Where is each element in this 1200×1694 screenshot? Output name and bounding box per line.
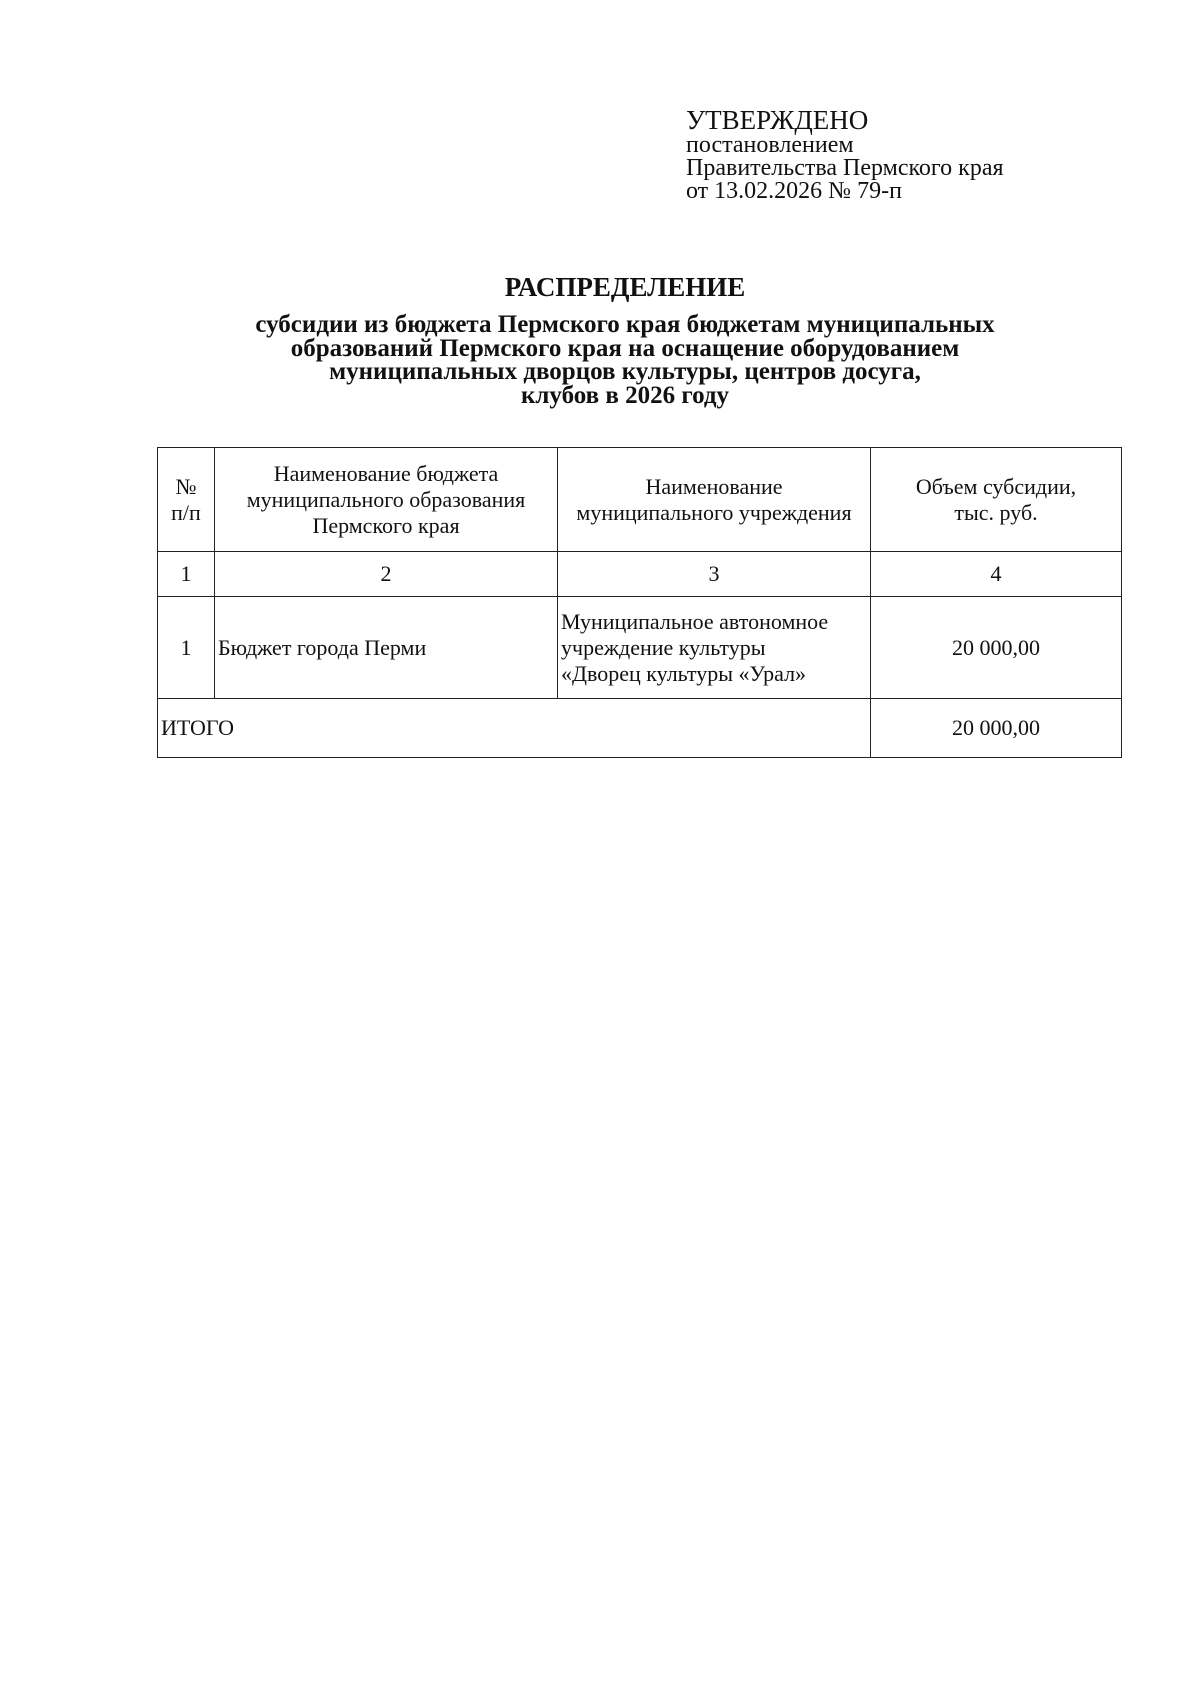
approval-title: УТВЕРЖДЕНО (686, 105, 869, 135)
total-row (158, 699, 1122, 758)
row-institution-line: Муниципальное автономное (561, 608, 829, 634)
row-budget: Бюджет города Перми (215, 597, 558, 699)
header-budget-line: Пермского края (312, 512, 460, 538)
column-number: 2 (215, 552, 558, 597)
header-amount (871, 448, 1122, 552)
header-budget (215, 448, 558, 552)
column-number: 1 (158, 552, 215, 597)
header-budget-line: муниципального образования (246, 486, 526, 512)
approval-line-2: Правительства Пермского края (686, 155, 1004, 181)
document-subtitle (150, 313, 1100, 407)
column-number-row (158, 552, 1122, 597)
subtitle-line: субсидии из бюджета Пермского края бюджетам муниципальных (255, 311, 995, 338)
row-institution-line: учреждение культуры (561, 634, 766, 660)
header-budget-line: Наименование бюджета (273, 460, 499, 486)
subtitle-line: муниципальных дворцов культуры, центров досуга, (329, 358, 921, 385)
approval-line-1: постановлением (686, 132, 854, 158)
approval-stamp (686, 106, 1004, 203)
header-num (158, 448, 215, 552)
header-row (158, 448, 1122, 552)
row-institution-line: «Дворец культуры «Урал» (561, 660, 807, 686)
approval-line-3: от 13.02.2026 № 79-п (686, 178, 902, 204)
document-title: РАСПРЕДЕЛЕНИЕ (504, 272, 746, 302)
row-institution (558, 597, 871, 699)
header-amount-line: Объем субсидии, (915, 473, 1077, 499)
column-number: 3 (558, 552, 871, 597)
header-amount-line: тыс. руб. (954, 499, 1038, 525)
header-num-line: № (175, 473, 197, 499)
total-label: ИТОГО (158, 699, 871, 758)
total-amount: 20 000,00 (871, 699, 1122, 758)
row-amount: 20 000,00 (871, 597, 1122, 699)
header-institution-line: Наименование (645, 473, 783, 499)
distribution-table (157, 447, 1122, 758)
header-num-line: п/п (171, 499, 201, 525)
header-institution (558, 448, 871, 552)
header-institution-line: муниципального учреждения (576, 499, 852, 525)
subtitle-line: образований Пермского края на оснащение оборудованием (290, 334, 960, 362)
row-num: 1 (158, 597, 215, 699)
table-row (158, 597, 1122, 699)
column-number: 4 (871, 552, 1122, 597)
subtitle-line: клубов в 2026 году (520, 381, 730, 409)
